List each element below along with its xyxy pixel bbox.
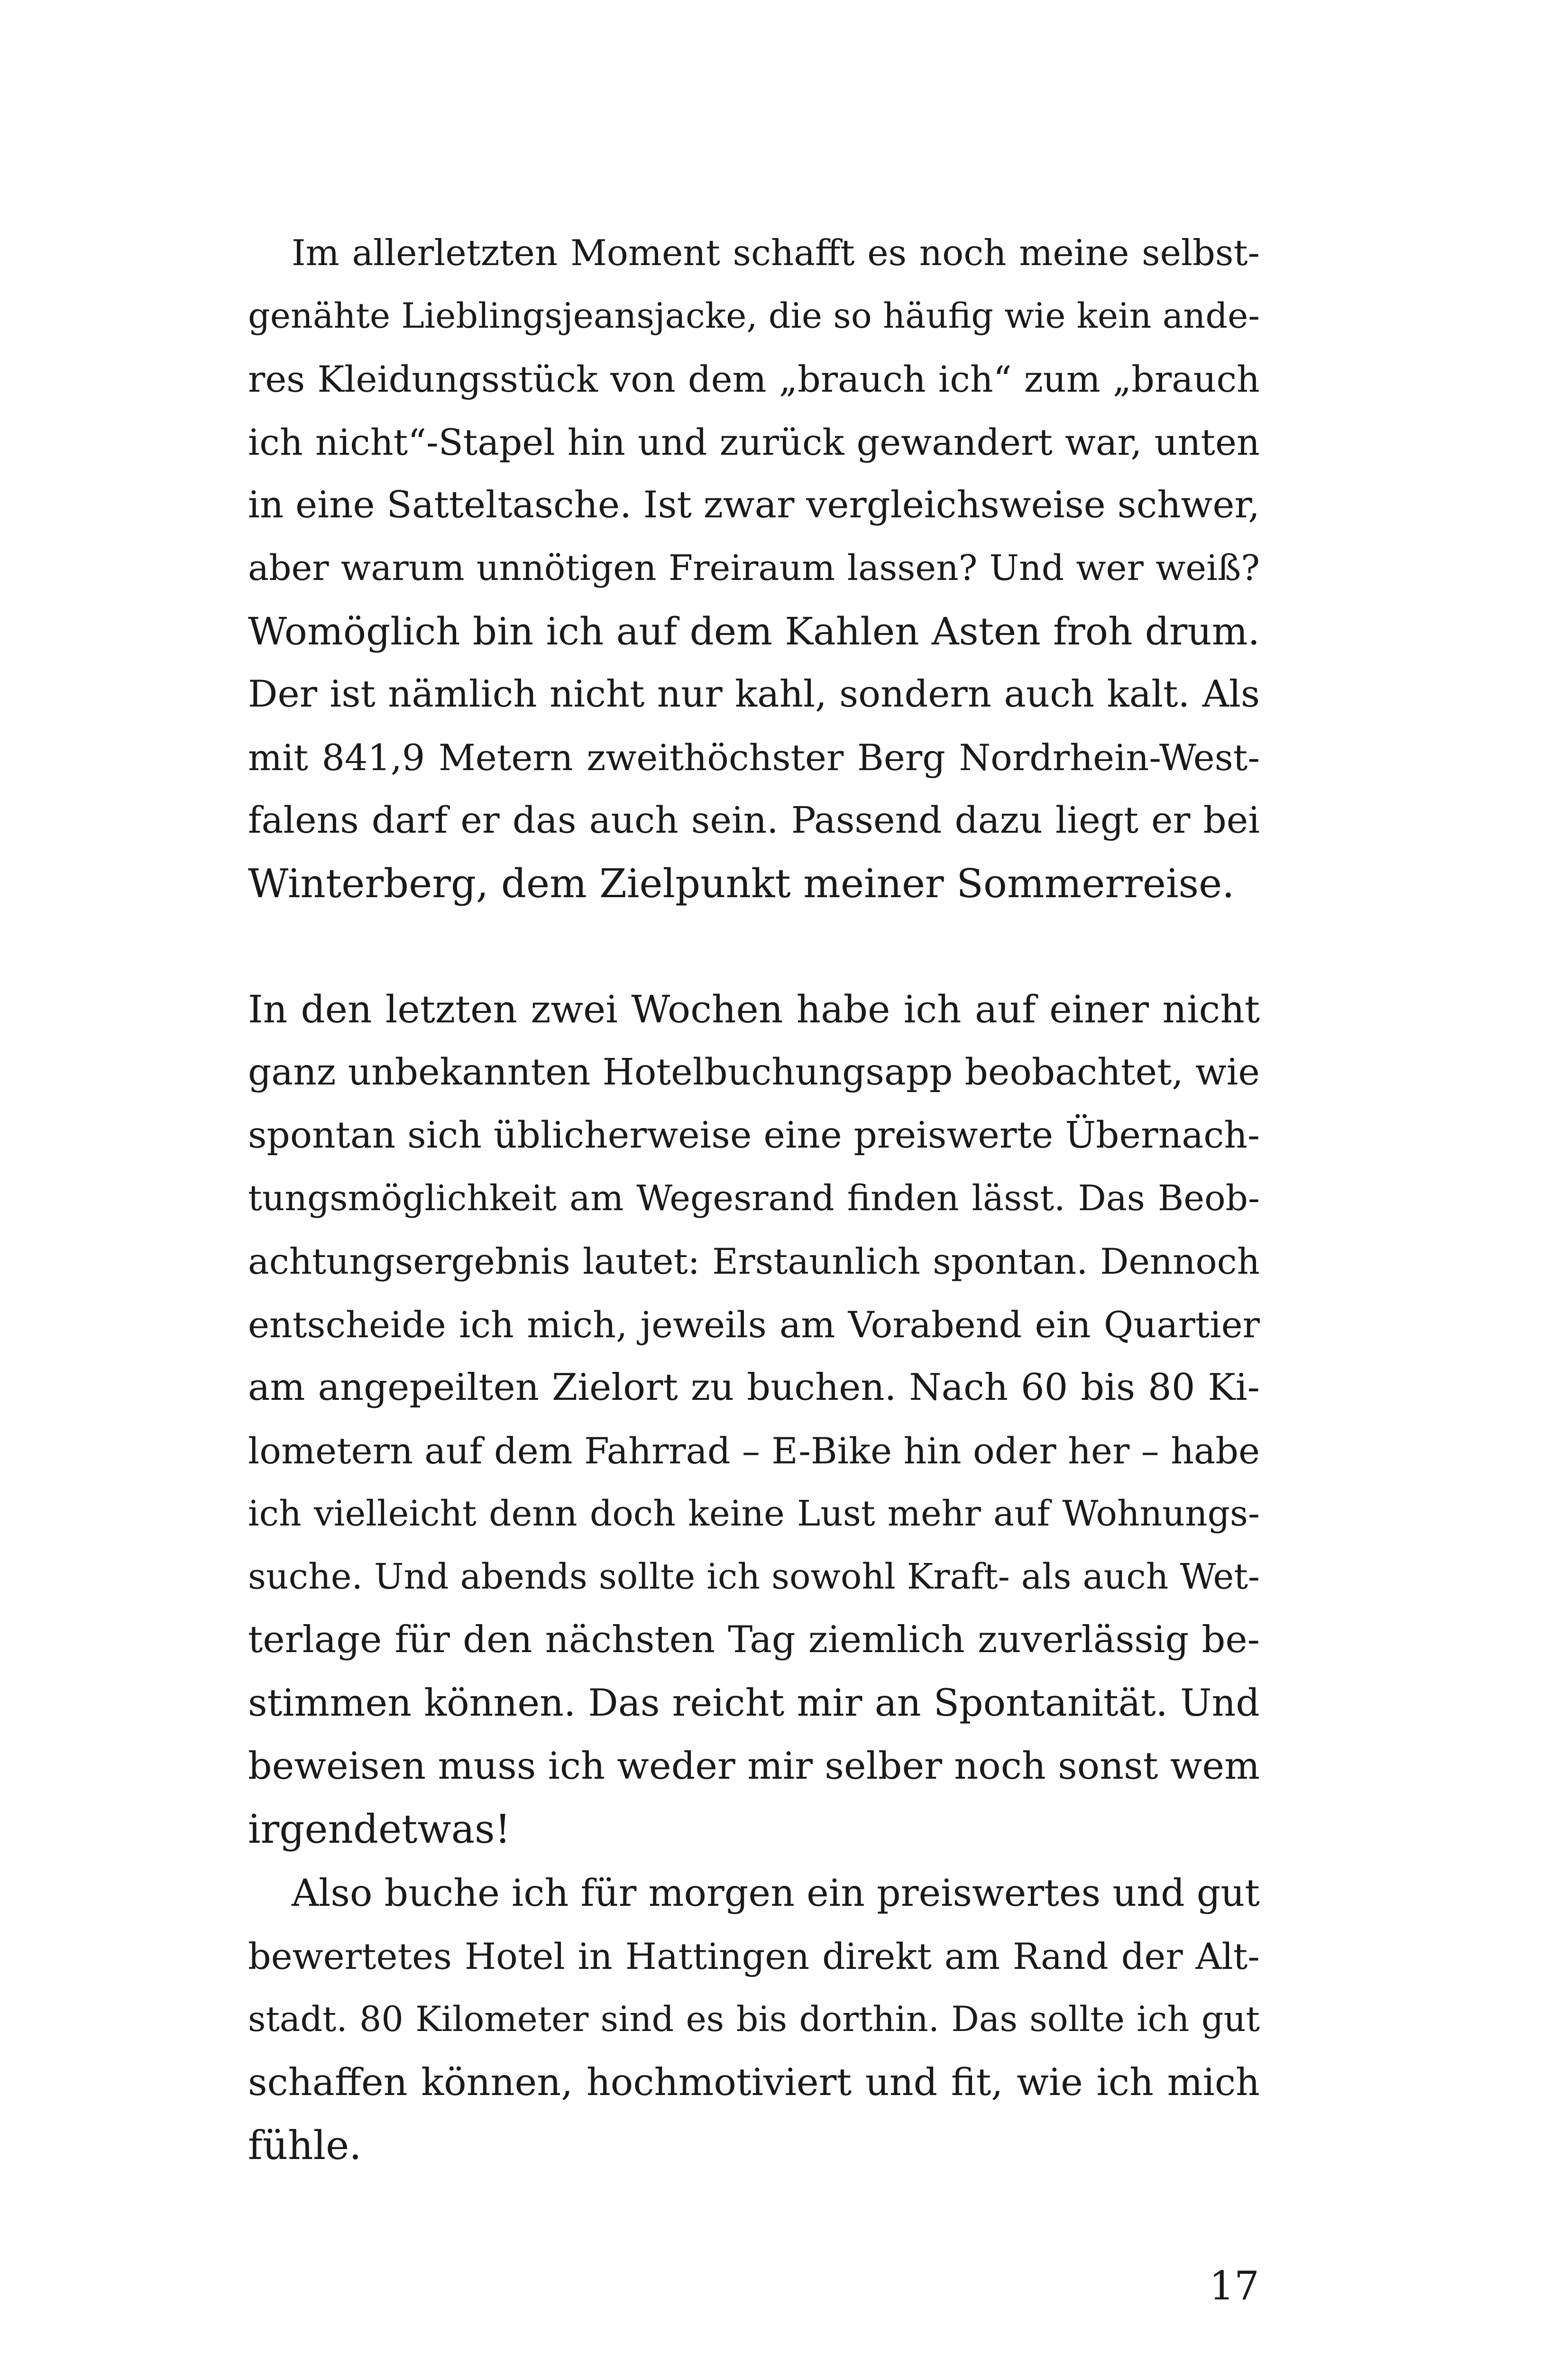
- text-line: Also buche ich für morgen ein preiswertes und gut: [292, 1871, 1260, 1915]
- text-line: falens darf er das auch sein. Passend dazu liegt er bei: [248, 800, 1260, 842]
- text-line: beweisen muss ich weder mir selber noch sonst wem: [248, 1744, 1260, 1788]
- text-line: aber warum unnötigen Freiraum lassen? Und wer weiß?: [248, 548, 1260, 588]
- paragraph-1: [248, 221, 1260, 915]
- text-line: mit 841,9 Metern zweithöchster Berg Nordrhein-West-: [248, 736, 1260, 779]
- text-line: entscheide ich mich, jeweils am Vorabend ein Quartier: [248, 1304, 1260, 1346]
- text-line: Im allerletzten Moment schafft es noch meine selbst-: [292, 232, 1260, 274]
- text-line: am angepeilten Zielort zu buchen. Nach 60 bis 80 Ki-: [248, 1366, 1260, 1409]
- text-line: Winterberg, dem Zielpunkt meiner Sommerreise.: [248, 861, 1235, 907]
- text-line: tungsmöglichkeit am Wegesrand finden lässt. Das Beob-: [248, 1178, 1260, 1219]
- text-line: Der ist nämlich nicht nur kahl, sondern auch kalt. Als: [248, 673, 1260, 716]
- text-line: suche. Und abends sollte ich sowohl Kraft- als auch Wet-: [248, 1556, 1260, 1597]
- text-line: fühle.: [248, 2123, 362, 2169]
- text-line: spontan sich üblicherweise eine preiswerte Übernach-: [248, 1114, 1260, 1157]
- text-line: ich vielleicht denn doch keine Lust mehr auf Wohnungs-: [248, 1493, 1260, 1534]
- text-line: genähte Lieblingsjeansjacke, die so häufig wie kein ande-: [248, 296, 1260, 336]
- text-line: ich nicht“-Stapel hin und zurück gewandert war, unten: [248, 421, 1260, 463]
- text-line: terlage für den nächsten Tag ziemlich zuverlässig be-: [248, 1618, 1260, 1661]
- text-line: lometern auf dem Fahrrad – E-Bike hin oder her – habe: [248, 1430, 1260, 1472]
- text-line: res Kleidungsstück von dem „brauch ich“ zum „brauch: [248, 358, 1260, 400]
- paragraph-2: [248, 978, 1260, 1861]
- text-line: schaffen können, hochmotiviert und fit, wie ich mich: [248, 2060, 1260, 2104]
- text-line: irgendetwas!: [248, 1806, 511, 1852]
- text-line: in eine Satteltasche. Ist zwar vergleichsweise schwer,: [248, 484, 1260, 526]
- text-line: bewertetes Hotel in Hattingen direkt am Rand der Alt-: [248, 1935, 1260, 1977]
- text-line: Womöglich bin ich auf dem Kahlen Asten froh drum.: [248, 609, 1260, 653]
- text-line: achtungsergebnis lautet: Erstaunlich spontan. Dennoch: [248, 1241, 1260, 1282]
- paragraph-3: [248, 1862, 1260, 2177]
- text-line: In den letzten zwei Wochen habe ich auf einer nicht: [248, 987, 1260, 1031]
- page-number: 17: [1209, 2263, 1259, 2309]
- text-line: stimmen können. Das reicht mir an Spontanität. Und: [248, 1681, 1260, 1725]
- text-line: ganz unbekannten Hotelbuchungsapp beobachtet, wie: [248, 1051, 1260, 1094]
- text-line: stadt. 80 Kilometer sind es bis dorthin. Das sollte ich gut: [248, 1999, 1260, 2040]
